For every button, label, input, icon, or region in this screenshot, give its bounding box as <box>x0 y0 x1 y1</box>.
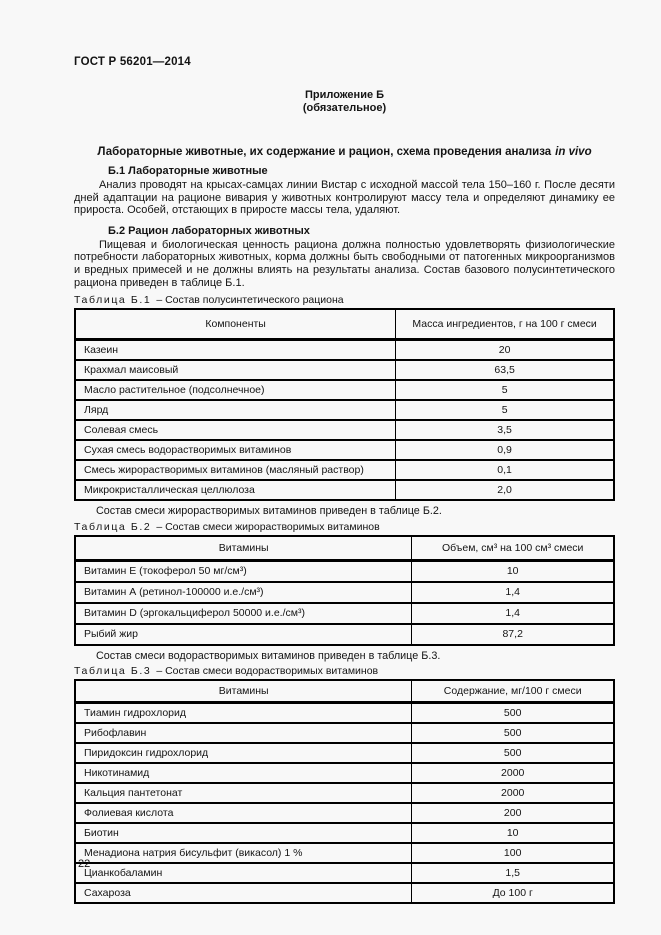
table-header-row <box>75 680 614 703</box>
cell-label: Пиридоксин гидрохлорид <box>75 743 412 763</box>
column-header: Объем, см³ на 100 см³ смеси <box>412 536 614 561</box>
table-b2-intro: Состав смеси жирорастворимых витаминов приведен в таблице Б.2. <box>96 505 442 518</box>
cell-label: Биотин <box>75 823 412 843</box>
table-row <box>75 743 614 763</box>
table-row <box>75 823 614 843</box>
cell-value: 2000 <box>412 783 614 803</box>
cell-value: 2,0 <box>396 480 614 500</box>
table-caption-text: – Состав смеси жирорастворимых витаминов <box>156 520 380 533</box>
table-b1 <box>74 308 615 501</box>
table-b3-intro: Состав смеси водорастворимых витаминов приведен в таблице Б.3. <box>96 649 441 662</box>
cell-value: 500 <box>412 743 614 763</box>
cell-label: Рыбий жир <box>75 624 412 645</box>
table-b2 <box>74 535 615 646</box>
cell-value: До 100 г <box>412 883 614 903</box>
table-row <box>75 440 614 460</box>
cell-value: 1,4 <box>412 603 614 624</box>
doc-code: ГОСТ Р 56201—2014 <box>74 56 191 68</box>
cell-label: Смесь жирорастворимых витаминов (масляный раствор) <box>75 460 396 480</box>
column-header: Компоненты <box>75 309 396 340</box>
table-row <box>75 703 614 724</box>
cell-label: Лярд <box>75 400 396 420</box>
cell-label: Тиамин гидрохлорид <box>75 703 412 724</box>
cell-value: 0,9 <box>396 440 614 460</box>
cell-value: 1,4 <box>412 582 614 603</box>
appendix-heading <box>74 89 615 115</box>
table-row <box>75 723 614 743</box>
cell-value: 0,1 <box>396 460 614 480</box>
page-number: 22 <box>78 858 91 870</box>
cell-label: Казеин <box>75 340 396 361</box>
cell-label: Фолиевая кислота <box>75 803 412 823</box>
appendix-label: Приложение Б <box>304 89 385 101</box>
cell-label: Масло растительное (подсолнечное) <box>75 380 396 400</box>
table-row <box>75 582 614 603</box>
cell-label: Витамин Е (токоферол 50 мг/см³) <box>75 560 412 582</box>
table-row <box>75 603 614 624</box>
table-caption-b2 <box>74 521 615 533</box>
cell-label: Кальция пантетонат <box>75 783 412 803</box>
table-caption-text: – Состав полусинтетического рациона <box>156 294 344 307</box>
cell-value: 500 <box>412 723 614 743</box>
table-row <box>75 480 614 500</box>
cell-value: 1,5 <box>412 863 614 883</box>
cell-value: 5 <box>396 400 614 420</box>
table-header-row <box>75 309 614 340</box>
cell-value: 2000 <box>412 763 614 783</box>
table-caption-b1 <box>74 294 615 306</box>
section-heading-b2: Б.2 Рацион лабораторных животных <box>108 224 310 237</box>
cell-label: Солевая смесь <box>75 420 396 440</box>
column-header: Витамины <box>75 680 412 703</box>
cell-value: 10 <box>412 823 614 843</box>
column-header: Витамины <box>75 536 412 561</box>
column-header: Содержание, мг/100 г смеси <box>412 680 614 703</box>
main-title <box>74 146 615 158</box>
main-title-text: Лабораторные животные, их содержание и рацион, схема проведения анализа <box>97 146 552 158</box>
cell-value: 100 <box>412 843 614 863</box>
table-row <box>75 380 614 400</box>
table-row <box>75 883 614 903</box>
main-title-italic: in vivo <box>555 146 592 158</box>
cell-value: 500 <box>412 703 614 724</box>
cell-value: 87,2 <box>412 624 614 645</box>
cell-label: Менадиона натрия бисульфит (викасол) 1 % <box>75 843 412 863</box>
table-caption-label: Таблица Б.3 <box>74 665 152 678</box>
table-caption-text: – Состав смеси водорастворимых витаминов <box>156 665 379 678</box>
table-row <box>75 400 614 420</box>
cell-label: Никотинамид <box>75 763 412 783</box>
table-caption-b3 <box>74 665 615 677</box>
cell-label: Сахароза <box>75 883 412 903</box>
cell-label: Витамин D (эргокальциферол 50000 и.е./см³) <box>75 603 412 624</box>
cell-label: Крахмал маисовый <box>75 360 396 380</box>
table-row <box>75 763 614 783</box>
cell-label: Рибофлавин <box>75 723 412 743</box>
table-row <box>75 360 614 380</box>
cell-value: 63,5 <box>396 360 614 380</box>
table-caption-label: Таблица Б.1 <box>74 294 152 307</box>
table-caption-label: Таблица Б.2 <box>74 520 152 533</box>
cell-value: 5 <box>396 380 614 400</box>
section-heading-b1: Б.1 Лабораторные животные <box>108 165 268 177</box>
appendix-note: (обязательное) <box>302 102 387 114</box>
table-row <box>75 624 614 645</box>
table-row <box>75 560 614 582</box>
table-row <box>75 843 614 863</box>
cell-label: Сухая смесь водорастворимых витаминов <box>75 440 396 460</box>
paragraph-b1: Анализ проводят на крысах-самцах линии Вистар с исходной массой тела 150–160 г. После десяти дней адаптации на рационе вивария у животных контролируют массу тела и определяют динамику ее прироста. Особей, отстающих в приросте массы тела, удаляют. <box>74 179 615 217</box>
cell-value: 200 <box>412 803 614 823</box>
cell-label: Цианкобаламин <box>75 863 412 883</box>
table-b3 <box>74 679 615 904</box>
cell-label: Витамин А (ретинол-100000 и.е./см³) <box>75 582 412 603</box>
table-row <box>75 863 614 883</box>
cell-value: 10 <box>412 560 614 582</box>
table-row <box>75 340 614 361</box>
paragraph-b2: Пищевая и биологическая ценность рациона должна полностью удовлетворять физиологические потребности лабораторных животных, корма должны быть свободными от патогенных микроорганизмов и вредных примесей и не должны влиять на результаты анализа. Состав базового полусинтетического рациона приведен в таблице Б.1. <box>74 238 615 289</box>
table-header-row <box>75 536 614 561</box>
table-row <box>75 460 614 480</box>
table-row <box>75 783 614 803</box>
cell-label: Микрокристаллическая целлюлоза <box>75 480 396 500</box>
table-row <box>75 803 614 823</box>
cell-value: 3,5 <box>396 420 614 440</box>
table-row <box>75 420 614 440</box>
cell-value: 20 <box>396 340 614 361</box>
column-header: Масса ингредиентов, г на 100 г смеси <box>396 309 614 340</box>
